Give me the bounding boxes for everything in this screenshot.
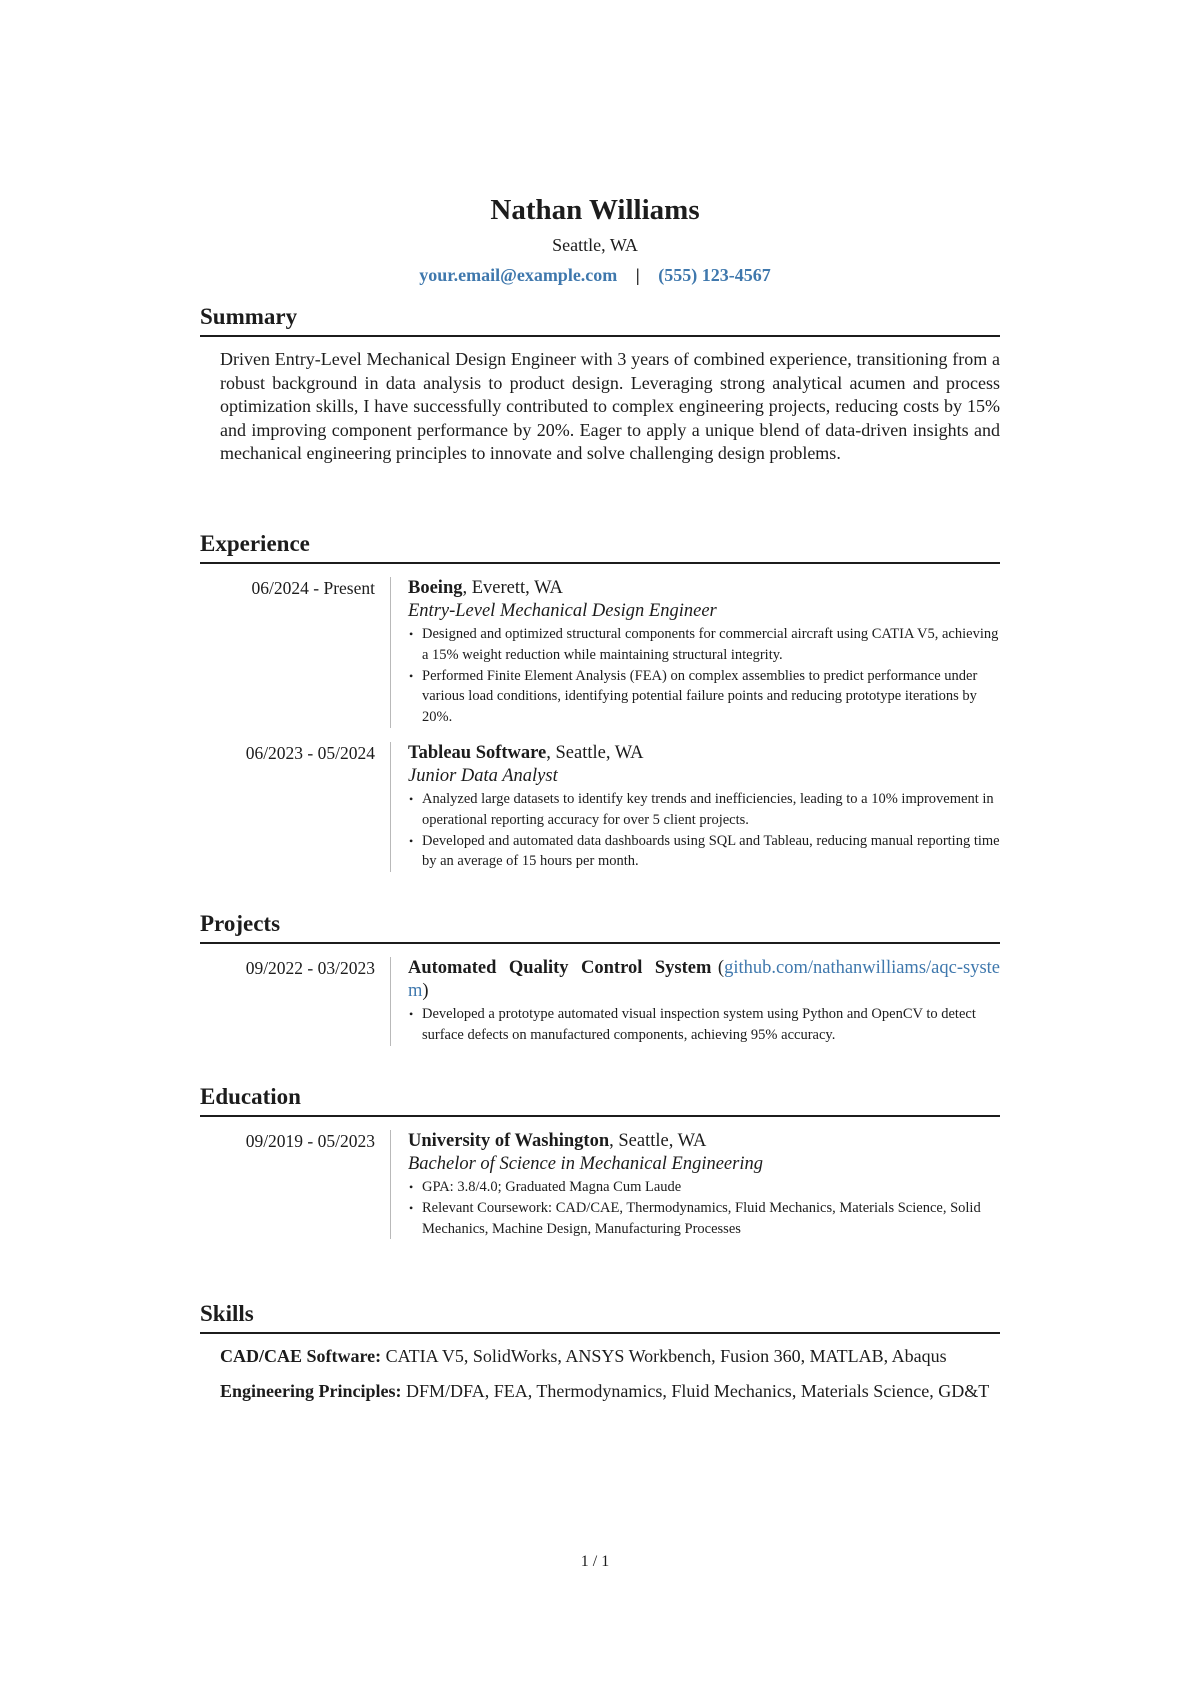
education-entry [200,1130,1000,1239]
skill-category-values: DFM/DFA, FEA, Thermodynamics, Fluid Mechanics, Materials Science, GD&T [406,1380,990,1401]
contact-separator: | [635,265,640,285]
skills-row [220,1380,1000,1404]
project-title-line [408,957,1000,1003]
summary-text: Driven Entry-Level Mechanical Design Engineer with 3 years of combined experience, transitioning from a robust background in data analysis to product design. Leveraging strong analytical acumen and process optimization skills, I have successfully contributed to complex engineering projects, reducing costs by 15% and improving component performance by 20%. Eager to apply a unique blend of data-driven insights and mechanical engineering principles to innovate and solve challenging design problems. [220,349,1000,463]
phone-link[interactable]: (555) 123-4567 [658,265,771,285]
organization-location: , Seattle, WA [609,1131,707,1151]
link-paren-close: ) [422,981,429,1001]
section-title: Summary [200,304,298,329]
entry-organization [408,577,1000,600]
section-title: Experience [200,531,310,556]
link-paren-open: ( [717,958,725,978]
skills-section [200,1299,1000,1403]
experience-section [200,529,1000,872]
project-entry [200,957,1000,1046]
entry-bullets [408,789,1000,872]
organization-name: University of Washington [408,1131,610,1151]
timeline-line [390,957,391,1046]
project-repo-link[interactable]: github.com/nathanwilliams/aqc-system [408,958,1000,1001]
entry-body [408,957,1000,1046]
skill-category-label: Engineering Principles: [220,1380,402,1401]
entry-bullets [408,1177,1000,1239]
section-title: Skills [200,1301,254,1326]
timeline-line [390,1130,391,1239]
organization-location: , Seattle, WA [546,742,644,763]
organization-location: , Everett, WA [462,578,563,598]
timeline-line [390,577,391,728]
education-section [200,1082,1000,1239]
email-link[interactable]: your.email@example.com [419,265,618,285]
entry-body [408,742,1000,872]
entry-role: Bachelor of Science in Mechanical Engineering [408,1154,763,1174]
bullet-item: • GPA: 3.8/4.0; Graduated Magna Cum Laude [408,1177,1000,1198]
section-divider [200,942,1000,944]
section-divider [200,1332,1000,1334]
entry-organization [408,742,1000,765]
entry-organization [408,1130,1000,1153]
candidate-name: Nathan Williams [490,194,700,226]
entry-date: 06/2023 - 05/2024 [245,742,375,763]
entry-body [408,577,1000,728]
section-title: Education [200,1084,301,1109]
section-divider [200,562,1000,564]
page-number: 1 / 1 [580,1553,610,1570]
summary-section [200,302,1000,466]
projects-section [200,909,1000,1046]
candidate-location: Seattle, WA [552,235,638,255]
bullet-item: • Performed Finite Element Analysis (FEA) on complex assemblies to predict performance under various load conditions, identifying potential failure points and reducing prototype iterations by 20%. [408,666,1000,728]
entry-role: Junior Data Analyst [408,765,558,786]
entry-bullets [408,1004,1000,1046]
entry-role: Entry-Level Mechanical Design Engineer [408,601,717,621]
bullet-item: • Analyzed large datasets to identify key trends and inefficiencies, leading to a 10% improvement in operational reporting accuracy for over 5 client projects. [408,789,1000,831]
bullet-item: • Relevant Coursework: CAD/CAE, Thermodynamics, Fluid Mechanics, Materials Science, Solid Mechanics, Machine Design, Manufacturing Processes [408,1198,1000,1240]
contact-line [0,262,1190,288]
experience-entry [200,742,1000,872]
bullet-item: • Designed and optimized structural components for commercial aircraft using CATIA V5, achieving a 15% weight reduction while maintaining structural integrity. [408,624,1000,666]
entry-date: 09/2019 - 05/2023 [245,1131,375,1151]
timeline-line [390,742,391,872]
skill-category-values: CATIA V5, SolidWorks, ANSYS Workbench, Fusion 360, MATLAB, Abaqus [385,1346,947,1366]
experience-entry [200,577,1000,728]
entry-bullets [408,624,1000,728]
bullet-item: • Developed and automated data dashboards using SQL and Tableau, reducing manual reporting time by an average of 15 hours per month. [408,831,1000,873]
organization-name: Tableau Software [408,742,547,763]
skills-row [220,1345,1000,1369]
organization-name: Boeing [408,578,463,598]
entry-date: 09/2022 - 03/2023 [245,958,375,978]
bullet-item: • Developed a prototype automated visual inspection system using Python and OpenCV to detect surface defects on manufactured components, achieving 95% accuracy. [408,1004,1000,1046]
skill-category-label: CAD/CAE Software: [220,1346,382,1366]
entry-body [408,1130,1000,1239]
section-divider [200,1115,1000,1117]
entry-date: 06/2024 - Present [251,578,375,598]
section-divider [200,335,1000,337]
section-title: Projects [200,911,281,936]
project-name: Automated Quality Control System [408,958,712,978]
resume-header [0,190,1190,288]
